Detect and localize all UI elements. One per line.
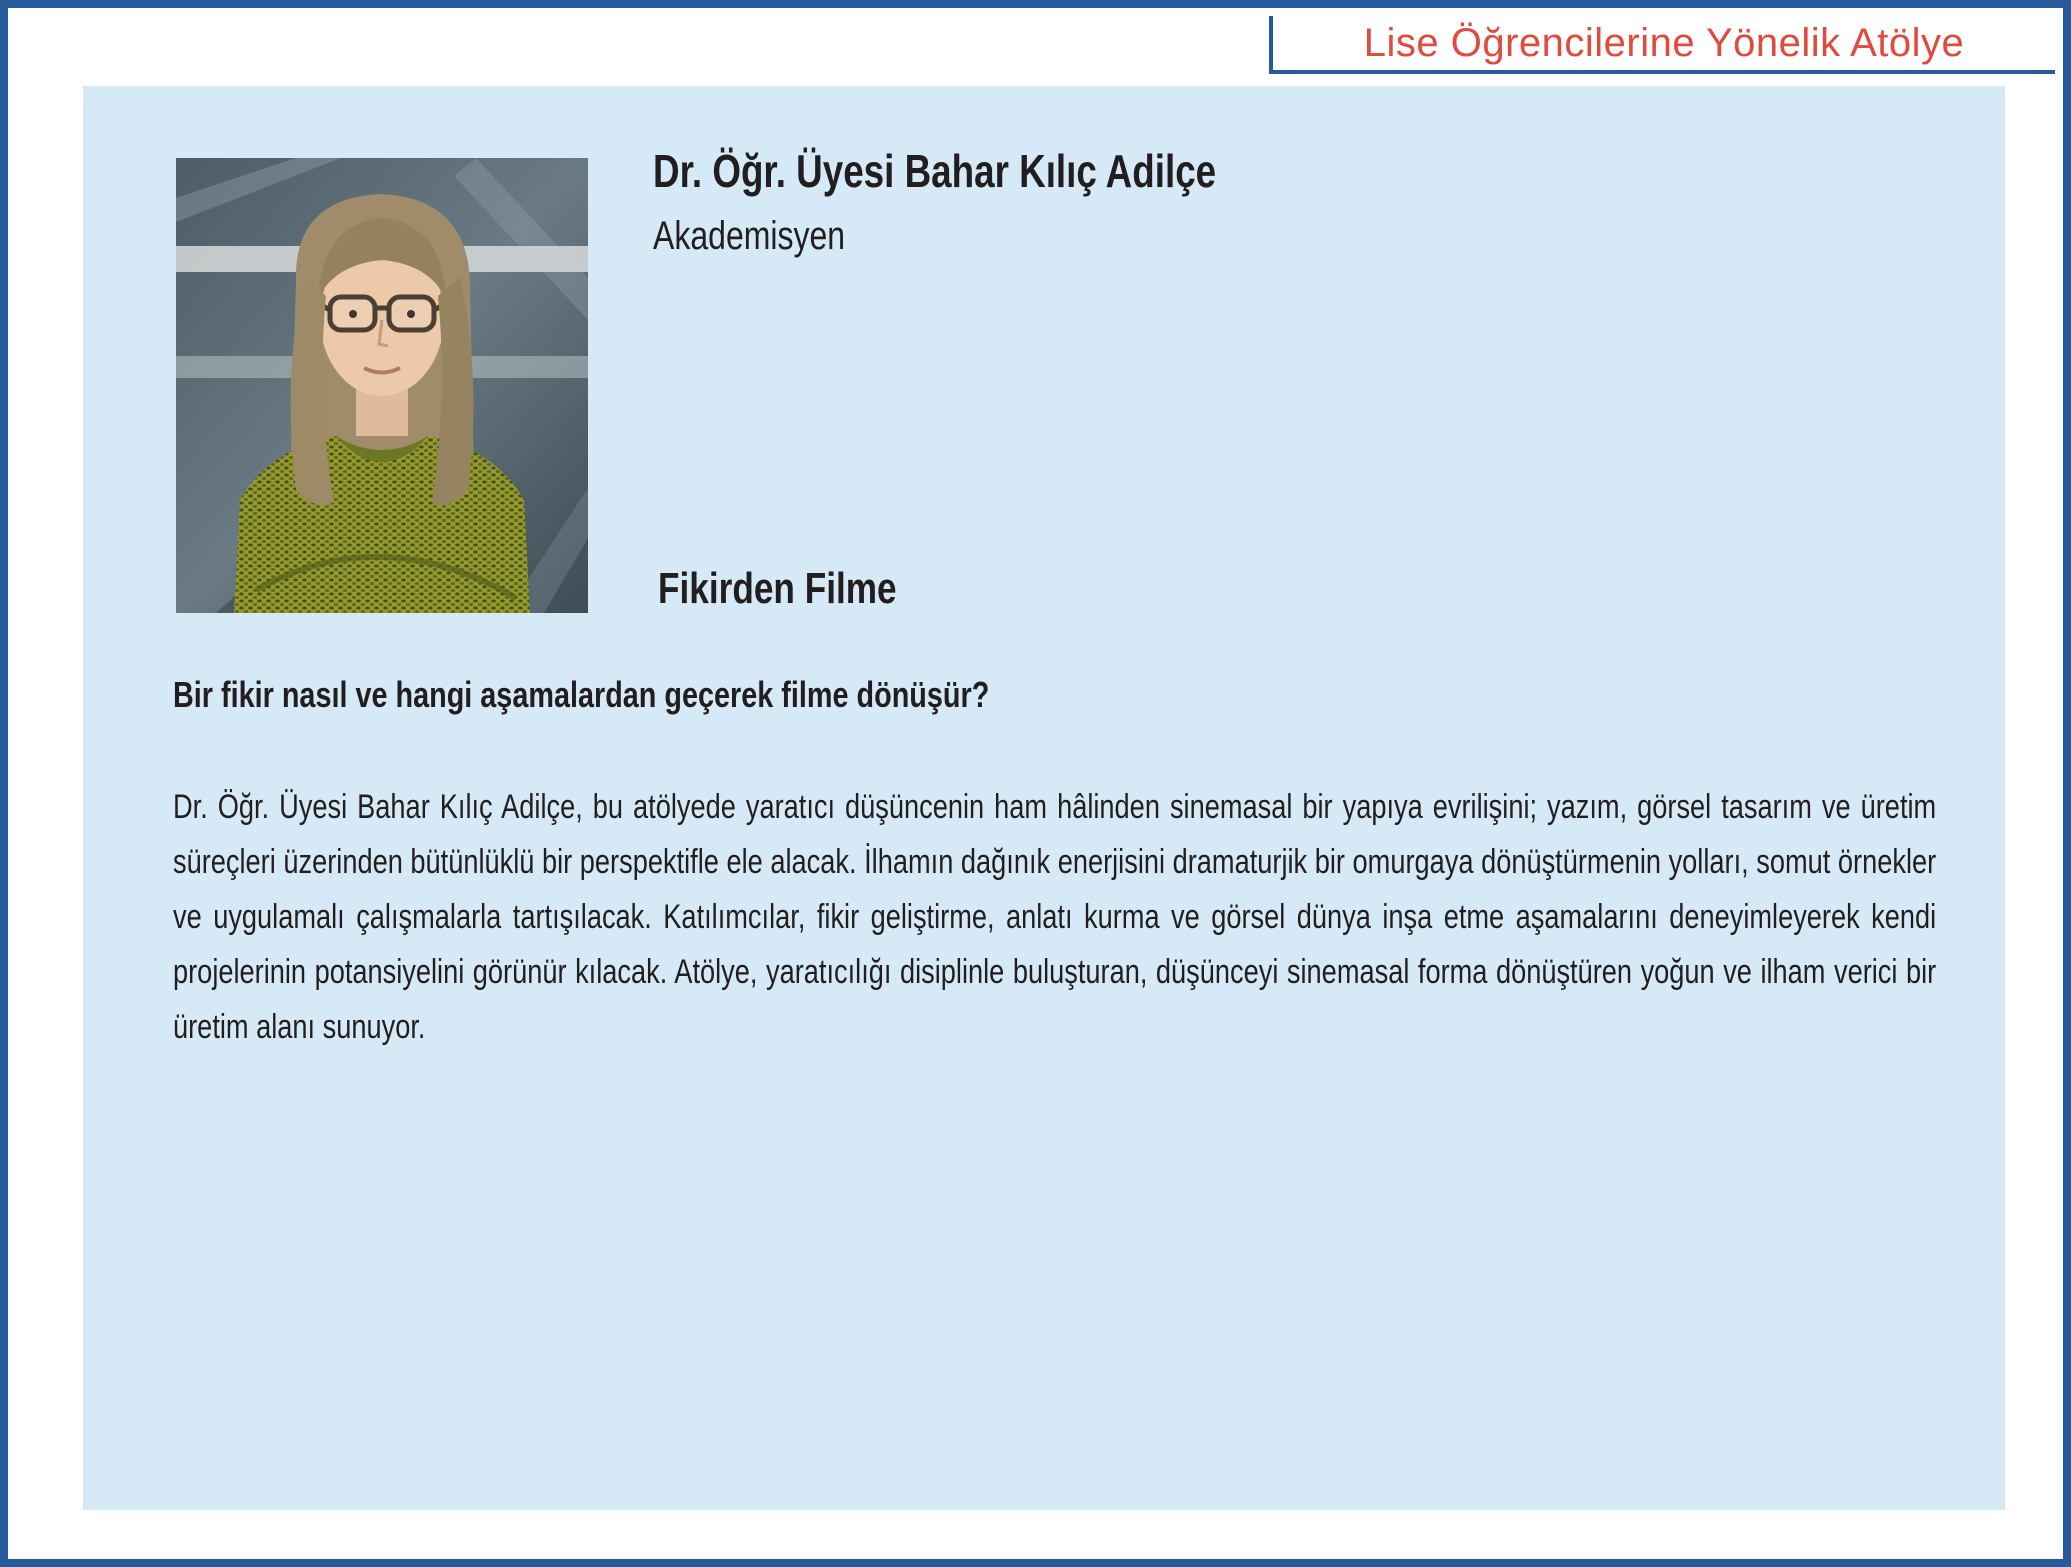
workshop-title: Fikirden Filme (658, 564, 897, 613)
workshop-question: Bir fikir nasıl ve hangi aşamalardan geçerek filme dönüşür? (173, 674, 990, 715)
speaker-name: Dr. Öğr. Üyesi Bahar Kılıç Adilçe (653, 145, 1217, 197)
speaker-photo (176, 158, 588, 613)
badge-label: Lise Öğrencilerine Yönelik Atölye (1363, 20, 1965, 65)
workshop-description: Dr. Öğr. Üyesi Bahar Kılıç Adilçe, bu atölyede yaratıcı düşüncenin ham hâlinden sinemasal bir yapıya evrilişini; yazım, görsel tasarım ve üretim süreçleri üzerinden bütünlüklü bir perspektifle ele alacak. İlhamın dağınık enerjisini dramaturjik bir omurgaya dönüştürmenin yolları, somut örnekler ve uygulamalı çalışmalarla tartışılacak. Katılımcılar, fikir geliştirme, anlatı kurma ve görsel dünya inşa etme aşamalarını deneyimleyerek kendi projelerinin potansiyelini görünür kılacak. Atölye, yaratıcılığı disiplinle buluşturan, düşünceyi sinemasal forma dönüştüren yoğun ve ilham verici bir üretim alanı sunuyor. (173, 788, 1937, 1046)
speaker-role: Akademisyen (653, 214, 846, 258)
speaker-block (653, 144, 1216, 260)
info-card (83, 86, 2005, 1510)
workshop-category-badge (1269, 16, 2055, 74)
speaker-portrait-image (176, 158, 588, 613)
